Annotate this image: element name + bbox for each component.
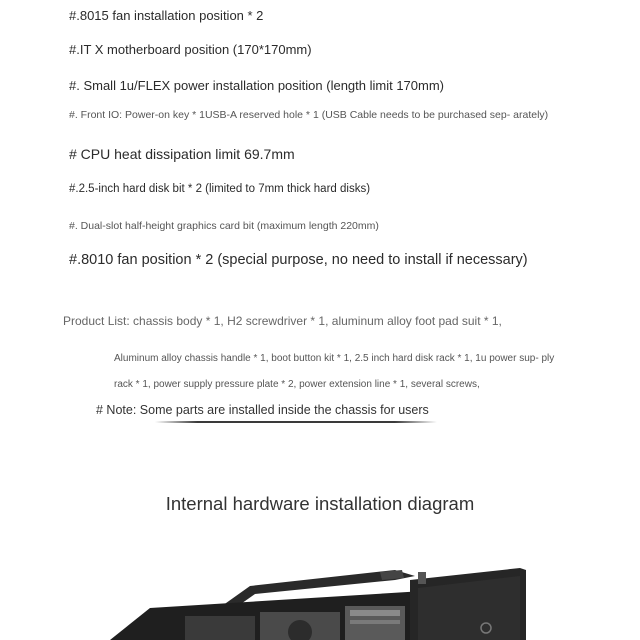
product-list-line-2: Aluminum alloy chassis handle * 1, boot button kit * 1, 2.5 inch hard disk rack * 1, 1u power sup- ply rack * 1, power supply pressure plate * 2, power extension line * 1, several screws, (114, 353, 555, 390)
spec-power-supply: #. Small 1u/FLEX power installation position (length limit 170mm) (69, 78, 445, 93)
spec-cpu-cooler: # CPU heat dissipation limit 69.7mm (69, 146, 295, 162)
chassis-illustration (0, 548, 640, 640)
spec-fan-8015: #.8015 fan installation position * 2 (69, 8, 264, 23)
product-list-line-1: Product List: chassis body * 1, H2 screwdriver * 1, aluminum alloy foot pad suit * 1, (63, 314, 502, 328)
spec-hard-disk: #.2.5-inch hard disk bit * 2 (limited to 7mm thick hard disks) (69, 183, 371, 195)
section-title: Internal hardware installation diagram (165, 493, 475, 514)
spec-motherboard: #.IT X motherboard position (170*170mm) (69, 42, 312, 57)
spec-graphics-card: #. Dual-slot half-height graphics card bit (maximum length 220mm) (69, 220, 379, 232)
note-text: # Note: Some parts are installed inside the chassis for users (96, 403, 429, 417)
note-underline (155, 421, 437, 423)
spec-fan-8010: #.8010 fan position * 2 (special purpose, no need to install if necessary) (69, 252, 528, 268)
spec-front-io: #. Front IO: Power-on key * 1USB-A reserved hole * 1 (USB Cable needs to be purchased sep- arately) (69, 109, 549, 121)
